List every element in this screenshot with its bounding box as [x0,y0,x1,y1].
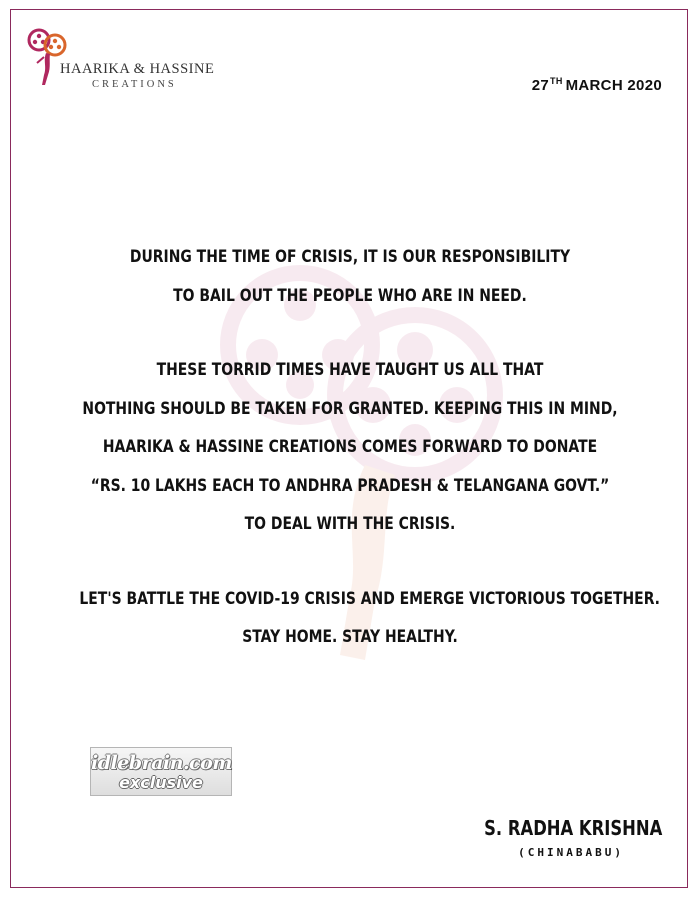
body-line: NOTHING SHOULD BE TAKEN FOR GRANTED. KEEPING THIS IN MIND, [82,398,618,419]
letter-date [532,76,662,94]
body-line: “RS. 10 LAKHS EACH TO ANDHRA PRADESH & TELANGANA GOVT.” [90,475,610,496]
company-logo [26,27,216,97]
company-name: HAARIKA & HASSINE [60,61,215,77]
date-day: 27 [531,77,550,94]
body-line: TO DEAL WITH THE CRISIS. [244,514,456,534]
idlebrain-exclusive-stamp [90,747,232,796]
body-line: THESE TORRID TIMES HAVE TAUGHT US ALL THAT [156,360,544,380]
stamp-label: exclusive [119,773,203,792]
body-line: DURING THE TIME OF CRISIS, IT IS OUR RESPONSIBILITY [129,247,571,267]
body-line: STAY HOME. STAY HEALTHY. [242,627,458,647]
date-ordinal: TH [550,76,563,86]
signatory-name: S. RADHA KRISHNA [483,816,662,840]
signatory-alias: (CHINABABU) [518,846,624,859]
letter-body [79,238,660,657]
body-line: TO BAIL OUT THE PEOPLE WHO ARE IN NEED. [173,285,527,306]
company-subtitle: CREATIONS [92,79,177,90]
body-line: HAARIKA & HASSINE CREATIONS COMES FORWARD TO DONATE [102,437,598,457]
film-reel-dancer-logo-icon [26,27,72,89]
date-month-year: MARCH 2020 [565,77,662,94]
stamp-site: idlebrain.com [91,752,232,774]
body-line: LET'S BATTLE THE COVID-19 CRISIS AND EMERGE VICTORIOUS TOGETHER. [79,588,660,609]
